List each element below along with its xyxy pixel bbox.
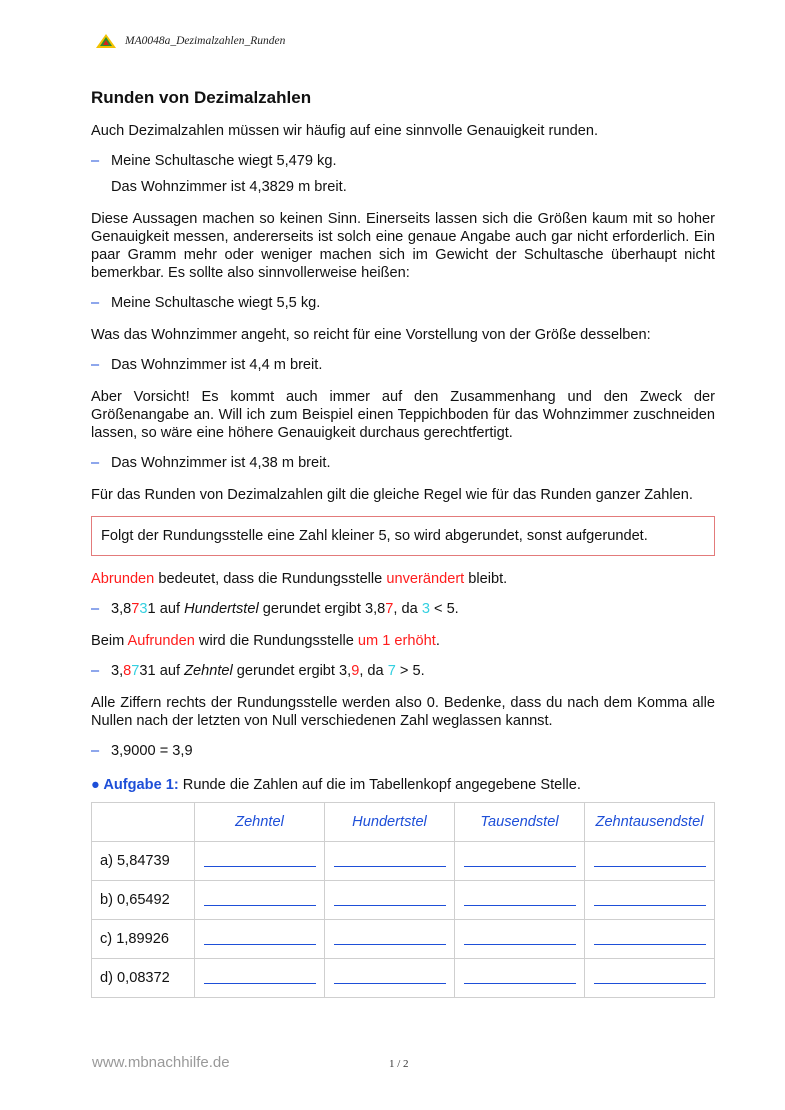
example-text: Meine Schultasche wiegt 5,5 kg. — [111, 295, 321, 311]
list-item — [91, 178, 715, 196]
answer-blank[interactable] — [195, 842, 325, 881]
paragraph: Was das Wohnzimmer angeht, so reicht für eine Vorstellung von der Größe desselben: — [91, 327, 651, 343]
task-heading — [91, 776, 715, 794]
answer-blank[interactable] — [325, 920, 455, 959]
list-item — [91, 356, 715, 374]
table-row — [92, 959, 715, 998]
column-header: Zehntausendstel — [585, 803, 715, 842]
rule-box: Folgt der Rundungsstelle eine Zahl kleiner 5, so wird abgerundet, sonst aufgerundet. — [91, 516, 715, 556]
text-segment: > 5. — [395, 663, 425, 679]
answer-blank[interactable] — [455, 920, 585, 959]
digit-highlight: 9 — [351, 663, 360, 679]
example-text: Das Wohnzimmer ist 4,4 m breit. — [111, 357, 323, 373]
table-row — [92, 881, 715, 920]
row-label: a) 5,84739 — [92, 842, 195, 881]
text-segment: gerundet ergibt 3, — [232, 663, 352, 679]
dash-marker: – — [91, 455, 100, 471]
dash-marker: – — [91, 743, 100, 759]
digit-highlight: 3 — [421, 601, 430, 617]
list-item — [91, 662, 715, 680]
paragraph: Diese Aussagen machen so keinen Sinn. Einerseits lassen sich die Größen kaum mit so hoher Genauigkeit messen, andererseits ist solch eine genaue Angabe auch gar nicht erforderlich. Ein paar Gramm mehr oder weniger machen sich im Gewicht der Schultasche überhaupt nicht bemerkbar. Es sollte also sinnvollerweise heißen: — [91, 211, 715, 281]
column-header: Tausendstel — [455, 803, 585, 842]
text-segment: wird die Rundungsstelle — [194, 633, 358, 649]
text-segment: < 5. — [429, 601, 459, 617]
answer-blank[interactable] — [195, 881, 325, 920]
digit-highlight: 7 — [131, 601, 140, 617]
abrunden-paragraph — [91, 570, 715, 588]
dash-marker: – — [91, 295, 100, 311]
text-segment: Zehntel — [184, 663, 233, 679]
document-id: MA0048a_Dezimalzahlen_Runden — [125, 35, 286, 47]
answer-blank[interactable] — [455, 881, 585, 920]
answer-blank[interactable] — [585, 842, 715, 881]
aufrunden-paragraph — [91, 632, 715, 650]
answer-blank[interactable] — [585, 920, 715, 959]
text-segment: Beim — [91, 633, 128, 649]
exercise-table — [91, 802, 715, 998]
digit-highlight: 8 — [123, 663, 132, 679]
paragraph: Für das Runden von Dezimalzahlen gilt die gleiche Regel wie für das Runden ganzer Zahlen. — [91, 487, 693, 503]
answer-blank[interactable] — [455, 842, 585, 881]
row-label: c) 1,89926 — [92, 920, 195, 959]
table-header-row — [92, 803, 715, 842]
list-item — [91, 294, 715, 312]
text-segment: 31 auf — [139, 663, 185, 679]
list-item — [91, 454, 715, 472]
highlight-term: Aufrunden — [127, 633, 195, 649]
paragraph: Aber Vorsicht! Es kommt auch immer auf den Zusammenhang und den Zweck der Größenangabe an. Will ich zum Beispiel einen Teppichboden für das Wohnzimmer zuschneiden lassen, so wäre eine höhere Genauigkeit durchaus gerechtfertigt. — [91, 389, 715, 441]
footer-url: www.mbnachhilfe.de — [92, 1054, 230, 1071]
text-segment: gerundet ergibt 3,8 — [258, 601, 386, 617]
example-text: Das Wohnzimmer ist 4,38 m breit. — [111, 455, 331, 471]
task-instruction: Runde die Zahlen auf die im Tabellenkopf angegebene Stelle. — [178, 777, 581, 793]
dash-marker: – — [91, 153, 100, 169]
answer-blank[interactable] — [455, 959, 585, 998]
row-label: b) 0,65492 — [92, 881, 195, 920]
column-header: Zehntel — [195, 803, 325, 842]
dash-marker: – — [91, 663, 100, 679]
row-label: d) 0,08372 — [92, 959, 195, 998]
list-item — [91, 152, 715, 170]
example-text: Das Wohnzimmer ist 4,3829 m breit. — [111, 179, 347, 195]
text-segment: bedeutet, dass die Rundungsstelle — [154, 571, 387, 587]
text-segment: . — [435, 633, 440, 649]
task-label: ● Aufgabe 1: — [91, 777, 179, 793]
example-text: 3,9000 = 3,9 — [111, 743, 193, 759]
example-text: Meine Schultasche wiegt 5,479 kg. — [111, 153, 337, 169]
page-number: 1 / 2 — [389, 1058, 409, 1070]
page-header — [96, 34, 285, 48]
dash-marker: – — [91, 601, 100, 617]
logo-icon — [96, 34, 116, 48]
highlight-term: unverändert — [386, 571, 465, 587]
answer-blank[interactable] — [195, 920, 325, 959]
answer-blank[interactable] — [325, 959, 455, 998]
intro-paragraph: Auch Dezimalzahlen müssen wir häufig auf eine sinnvolle Genauigkeit runden. — [91, 123, 599, 139]
table-corner-cell — [92, 803, 195, 842]
column-header: Hundertstel — [325, 803, 455, 842]
table-row — [92, 920, 715, 959]
text-segment: bleibt. — [464, 571, 508, 587]
highlight-term: um 1 erhöht — [357, 633, 436, 649]
answer-blank[interactable] — [195, 959, 325, 998]
dash-marker: – — [91, 357, 100, 373]
page-title: Runden von Dezimalzahlen — [91, 88, 312, 107]
text-segment: , da — [393, 601, 422, 617]
answer-blank[interactable] — [325, 881, 455, 920]
main-content — [91, 88, 715, 998]
text-segment: 3, — [111, 663, 124, 679]
example-text: 3,8731 auf Hundertstel gerundet ergibt 3,87, da 3 < 5. — [111, 601, 459, 617]
example-text — [111, 662, 425, 680]
digit-highlight: 7 — [385, 601, 394, 617]
text-segment: , da — [359, 663, 388, 679]
table-row — [92, 842, 715, 881]
text-segment: Hundertstel — [184, 601, 259, 617]
highlight-term: Abrunden — [91, 571, 155, 587]
paragraph: Alle Ziffern rechts der Rundungsstelle werden also 0. Bedenke, dass du nach dem Komma alle Nullen nach der letzten von Null verschiedenen Zahl weglassen kannst. — [91, 695, 715, 729]
digit-highlight: 3 — [139, 601, 148, 617]
list-item — [91, 742, 715, 760]
answer-blank[interactable] — [585, 959, 715, 998]
digit-highlight: 7 — [131, 663, 140, 679]
answer-blank[interactable] — [585, 881, 715, 920]
digit-highlight: 7 — [387, 663, 396, 679]
answer-blank[interactable] — [325, 842, 455, 881]
list-item — [91, 600, 715, 618]
text-segment: 1 auf — [147, 601, 185, 617]
